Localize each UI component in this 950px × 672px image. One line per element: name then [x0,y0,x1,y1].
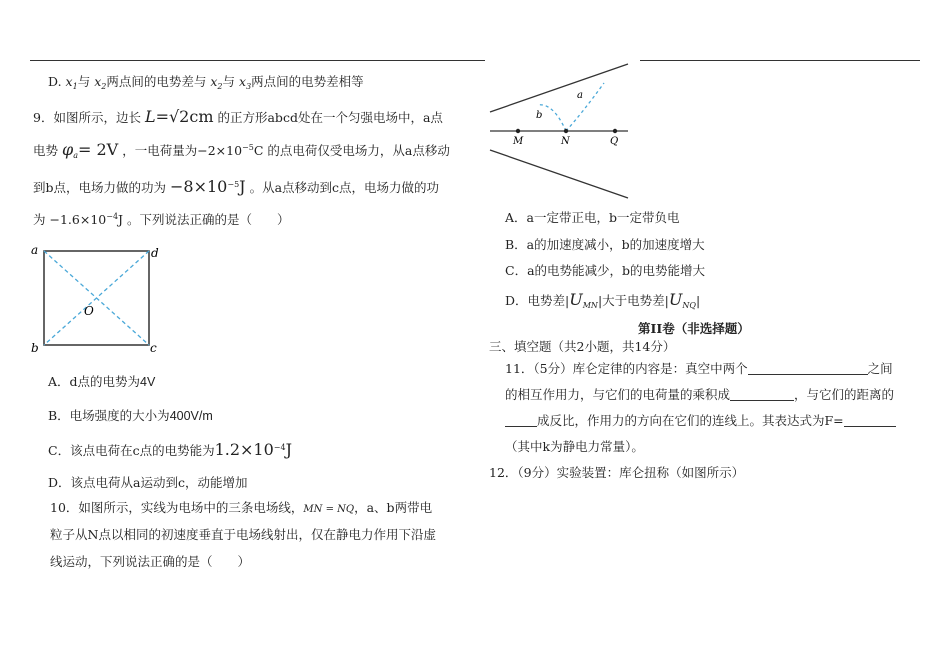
point-n [564,129,568,133]
label-b: b [31,341,39,355]
q9-line-4: 为 $-1.6\times 10^{-4}J$ 。下列说法正确的是（ ） [33,212,290,227]
label-q: Q [610,136,619,147]
q10-option-c: C．a的电势能减少，b的电势能增大 [505,263,706,278]
header-rule-right [640,60,920,61]
q10-line-2: 粒子从N点以相同的初速度垂直于电场线射出，仅在静电力作用下沿虚 [50,527,436,542]
point-m [516,129,520,133]
q9-option-a: A．d点的电势为4V [48,374,156,389]
q11-line-3: 成反比，作用力的方向在它们的连线上。其表达式为F= [505,411,896,429]
label-m: M [513,136,524,147]
header-rule-left [30,60,485,61]
label-d: d [151,246,159,260]
label-o: O [84,304,94,318]
q11-blank-1[interactable] [748,362,868,375]
q11-line-4: （其中k为静电力常量）。 [505,439,644,454]
q11-blank-2[interactable] [730,388,794,401]
q9-line-2: 电势 $\varphi_a= 2V$ ，一电荷量为$-2\times 10^{-5}C$ 的点电荷仅受电场力，从a点移动 [33,140,450,160]
section-three-heading: 三、填空题（共2小题，共14分） [489,339,676,354]
q10-option-a: A．a一定带正电，b一定带负电 [505,210,680,225]
q11-line-1: 11．（5分）库仑定律的内容是：真空中两个 之间 [505,361,893,376]
q9-option-c: C．该点电荷在c点的电势能为$1.2\times 10^{-4}J$ [48,440,293,459]
q9-option-d: D．该点电荷从a运动到c，动能增加 [48,475,248,490]
q10-line-3: 线运动，下列说法正确的是（ ） [50,554,251,569]
q10-option-d: D．电势差$|U_{MN}|$大于电势差$|U_{NQ}|$ [505,290,701,310]
q9-option-b: B．电场强度的大小为400V/m [48,408,213,423]
q11-blank-3[interactable] [505,414,537,427]
label-traj-a: a [577,90,583,101]
label-c: c [150,341,157,355]
q8-option-d: D. $x_1$与 $x_2$两点间的电势差与 $x_2$与 $x_3$两点间的电势差相等 [48,74,364,91]
q10-field-figure [485,60,635,202]
q12-line: 12．（9分）实验装置：库仑扭称（如图所示） [489,465,745,480]
q9-line-3: 到b点，电场力做的功为 $-8\times 10^{-5}J$ 。从a点移动到c点，电场力做的功 [33,177,440,196]
label-a: a [31,243,39,257]
section-title: 第II卷（非选择题） [638,321,750,336]
q9-square-figure [25,240,170,358]
label-traj-b: b [536,110,543,121]
q10-option-b: B．a的加速度减小，b的加速度增大 [505,237,705,252]
q11-line-2: 的相互作用力，与它们的电荷量的乘积成 ，与它们的距离的 [505,387,895,402]
q9-line-1: 9．如图所示，边长 L=√2cm 的正方形abcd处在一个匀强电场中，a点 [33,107,443,126]
q10-line-1: 10．如图所示，实线为电场中的三条电场线，MN = NQ，a、b两带电 [50,500,433,515]
q11-blank-4[interactable] [844,414,896,427]
point-q [613,129,617,133]
label-n: N [561,136,570,147]
